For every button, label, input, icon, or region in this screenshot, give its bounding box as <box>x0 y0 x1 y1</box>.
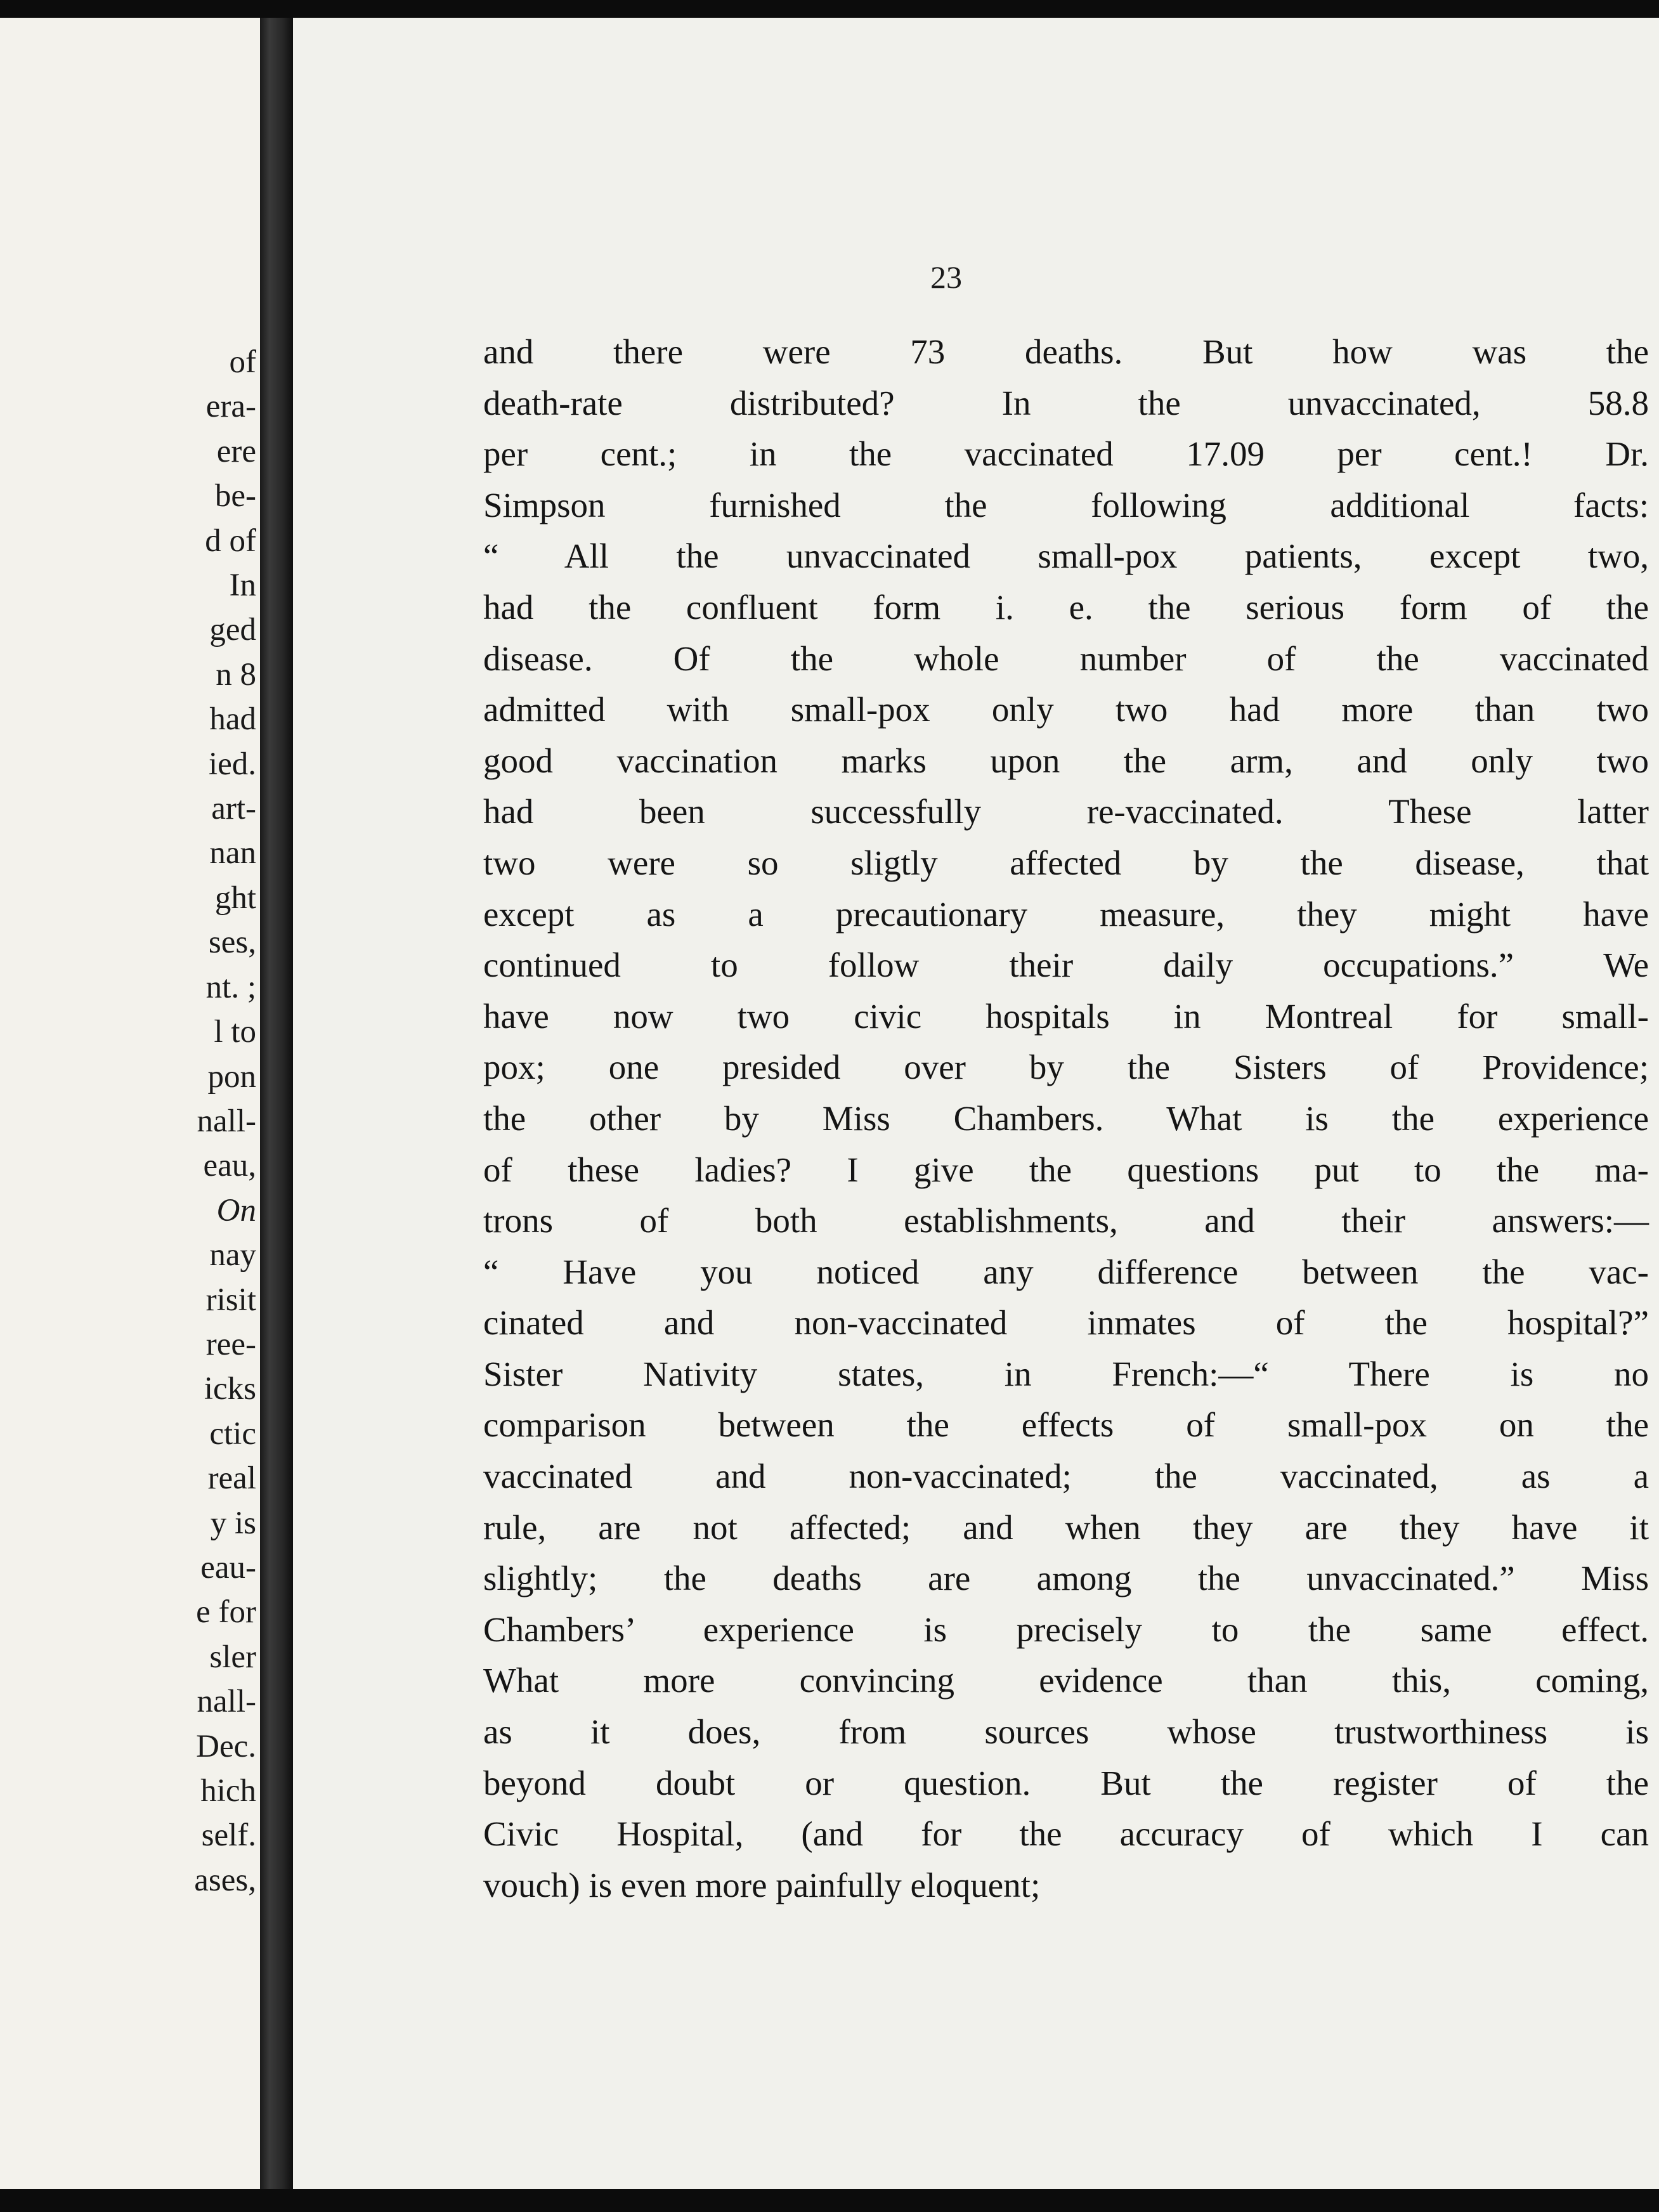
fragment-line: l to <box>214 1014 256 1050</box>
text-line: admitted with small-pox only two had more than two <box>483 690 1649 729</box>
fragment-line: be- <box>214 478 256 514</box>
text-line: the other by Miss Chambers. What is the experience <box>483 1098 1649 1138</box>
fragment-line: sler <box>209 1639 256 1675</box>
fragment-line: nall- <box>197 1103 256 1139</box>
fragment-line: On <box>216 1192 256 1228</box>
fragment-line: nan <box>209 835 256 871</box>
book-gutter <box>260 18 293 2189</box>
text-line: slightly; the deaths are among the unvaccinated.” Miss <box>483 1559 1649 1598</box>
fragment-line: icks <box>204 1371 256 1407</box>
text-line: Sister Nativity states, in French:—“ There is no <box>483 1354 1649 1393</box>
fragment-line: ied. <box>208 746 256 782</box>
fragment-line: ree- <box>205 1326 256 1362</box>
text-line: “ Have you noticed any difference between the vac- <box>483 1252 1649 1291</box>
text-line: trons of both establishments, and their answers:— <box>483 1201 1649 1240</box>
fragment-line: n 8 <box>216 656 256 693</box>
text-line: disease. Of the whole number of the vaccinated <box>483 639 1649 678</box>
fragment-line: risit <box>205 1282 256 1318</box>
text-line: good vaccination marks upon the arm, and only two <box>483 741 1649 780</box>
text-line: per cent.; in the vaccinated 17.09 per cent.! Dr. <box>483 434 1649 474</box>
body-text <box>483 327 1649 1911</box>
text-line: death-rate distributed? In the unvaccinated, 58.8 <box>483 383 1649 422</box>
text-line: What more convincing evidence than this, coming, <box>483 1661 1649 1700</box>
fragment-line: hich <box>200 1773 256 1809</box>
text-line: rule, are not affected; and when they are they have it <box>483 1507 1649 1547</box>
text-line: cinated and non-vaccinated inmates of the hospital?” <box>483 1303 1649 1343</box>
fragment-line: eau, <box>203 1148 256 1184</box>
text-line: have now two civic hospitals in Montreal for small- <box>483 996 1649 1036</box>
fragment-line: In <box>229 568 256 604</box>
text-line: Simpson furnished the following additional facts: <box>483 485 1649 524</box>
text-line: vaccinated and non-vaccinated; the vaccinated, as a <box>483 1457 1649 1496</box>
page-number: 23 <box>930 259 962 295</box>
left-page-fragments <box>155 340 256 1903</box>
fragment-line: ged <box>209 612 256 648</box>
fragment-line: self. <box>201 1818 256 1854</box>
fragment-line: ere <box>216 433 256 469</box>
fragment-line: Dec. <box>196 1728 256 1764</box>
fragment-line: ctic <box>209 1415 256 1452</box>
fragment-line: eau- <box>200 1549 256 1585</box>
right-page <box>293 18 1659 2189</box>
fragment-line: pon <box>207 1058 256 1095</box>
left-page <box>0 18 260 2189</box>
text-line: two were so sligtly affected by the disease, that <box>483 843 1649 882</box>
text-line: continued to follow their daily occupations.” We <box>483 946 1649 985</box>
fragment-line: nall- <box>197 1684 256 1720</box>
text-line: comparison between the effects of small-pox on the <box>483 1405 1649 1445</box>
text-line: of these ladies? I give the questions put to the ma- <box>483 1150 1649 1189</box>
fragment-line: era- <box>205 389 256 425</box>
text-line: as it does, from sources whose trustworthiness is <box>483 1712 1649 1752</box>
fragment-line: ght <box>214 880 256 916</box>
text-line: had the confluent form i. e. the serious form of the <box>483 587 1649 627</box>
fragment-line: ses, <box>208 925 256 961</box>
text-line: Chambers’ experience is precisely to the same effect. <box>483 1610 1649 1649</box>
fragment-line: of <box>229 344 256 380</box>
text-line: and there were 73 deaths. But how was the <box>483 332 1649 371</box>
scan-top-border <box>0 0 1659 18</box>
text-line: vouch) is even more painfully eloquent; <box>483 1865 1041 1904</box>
fragment-line: y is <box>210 1505 256 1541</box>
fragment-line: had <box>209 701 256 738</box>
fragment-line: e for <box>196 1594 256 1630</box>
fragment-line: nt. ; <box>205 969 256 1005</box>
text-line: beyond doubt or question. But the register of the <box>483 1763 1649 1802</box>
fragment-line: nay <box>209 1237 256 1273</box>
fragment-line: real <box>207 1461 256 1497</box>
text-line: had been successfully re-vaccinated. These latter <box>483 792 1649 831</box>
fragment-line: ases, <box>194 1862 256 1898</box>
text-line: except as a precautionary measure, they might have <box>483 894 1649 934</box>
text-line: “ All the unvaccinated small-pox patients, except two, <box>483 537 1649 576</box>
text-line: Civic Hospital, (and for the accuracy of which I can <box>483 1814 1649 1854</box>
fragment-line: art- <box>211 791 256 827</box>
fragment-line: d of <box>205 523 256 559</box>
text-line: pox; one presided over by the Sisters of Providence; <box>483 1048 1649 1087</box>
scan-bottom-border <box>0 2189 1659 2212</box>
